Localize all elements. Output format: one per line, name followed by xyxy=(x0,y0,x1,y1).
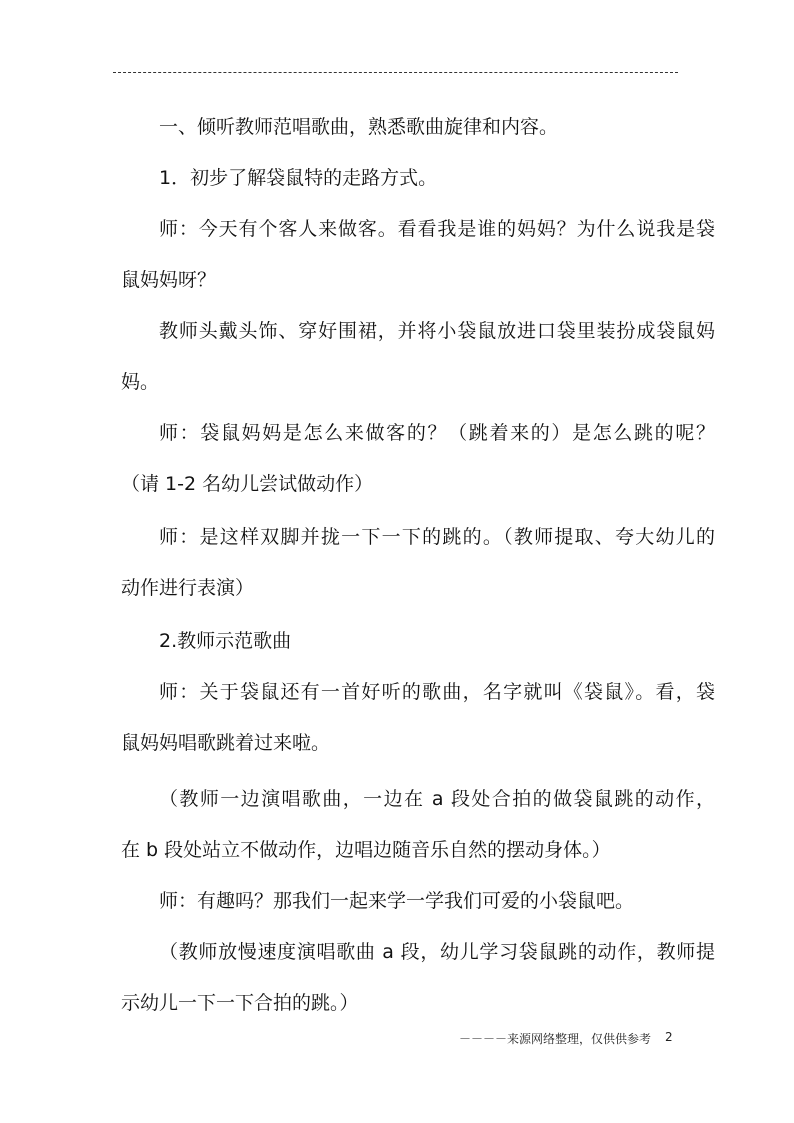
paragraph-line: 师：有趣吗？那我们一起来学一学我们可爱的小袋鼠吧。 xyxy=(159,890,635,912)
paragraph-line: 师：关于袋鼠还有一首好听的歌曲，名字就叫《袋鼠》。看，袋 xyxy=(159,681,715,703)
paragraph-line: 示幼儿一下一下合拍的跳。） xyxy=(121,992,359,1014)
paragraph-line: 在 b 段处站立不做动作，边唱边随音乐自然的摆动身体。） xyxy=(121,839,611,861)
paragraph-line: （教师一边演唱歌曲，一边在 a 段处合拍的做袋鼠跳的动作， xyxy=(159,788,715,810)
paragraph-line: 师：今天有个客人来做客。看看我是谁的妈妈？为什么说我是袋 xyxy=(159,218,715,240)
paragraph-subheading-2: 2.教师示范歌曲 xyxy=(159,630,292,652)
paragraph-line: 师：袋鼠妈妈是怎么来做客的？（跳着来的）是怎么跳的呢？ xyxy=(159,422,715,444)
header-dashed-rule xyxy=(113,72,678,73)
paragraph-heading-1: 一、倾听教师范唱歌曲，熟悉歌曲旋律和内容。 xyxy=(159,116,559,138)
paragraph-subheading-1: 1．初步了解袋鼠特的走路方式。 xyxy=(159,167,438,189)
page-number: 2 xyxy=(665,1030,673,1044)
paragraph-line: （教师放慢速度演唱歌曲 a 段，幼儿学习袋鼠跳的动作，教师提 xyxy=(159,941,715,963)
paragraph-line: 教师头戴头饰、穿好围裙，并将小袋鼠放进口袋里装扮成袋鼠妈 xyxy=(159,320,715,342)
paragraph-line: （请 1-2 名幼儿尝试做动作） xyxy=(121,473,374,495)
paragraph-line: 师：是这样双脚并拢一下一下的跳的。（教师提取、夸大幼儿的 xyxy=(159,526,715,548)
paragraph-line: 鼠妈妈唱歌跳着过来啦。 xyxy=(121,732,331,754)
paragraph-line: 妈。 xyxy=(121,371,160,393)
paragraph-line: 鼠妈妈呀？ xyxy=(121,269,217,291)
footer-source-note: －－－－来源网络整理，仅供供参考 xyxy=(459,1032,652,1046)
paragraph-line: 动作进行表演） xyxy=(121,577,255,599)
